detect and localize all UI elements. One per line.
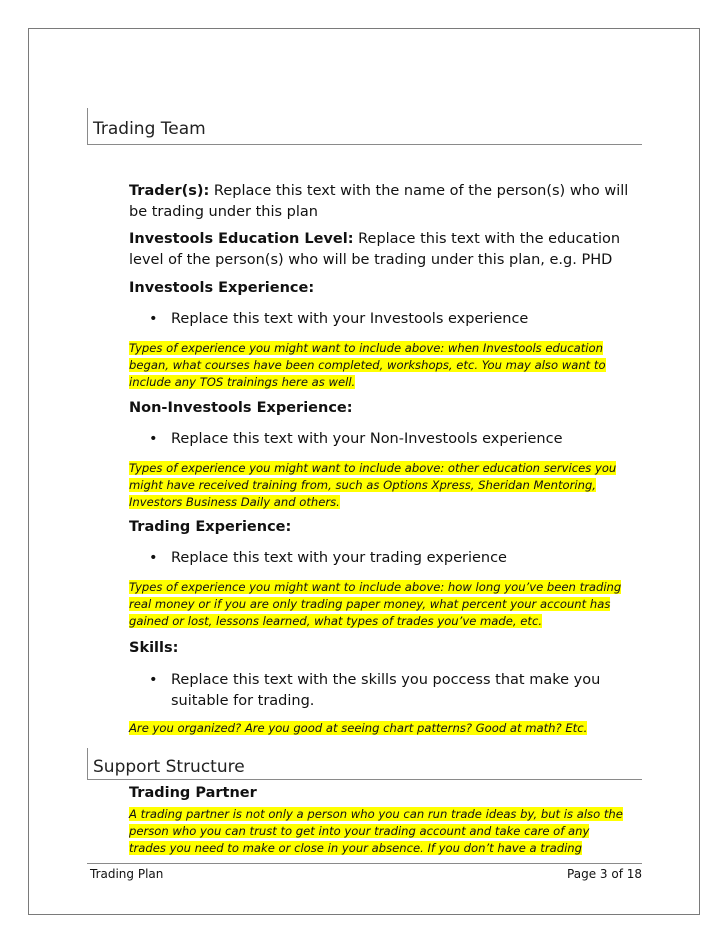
note-line: A trading partner is not only a person who you can run trade ideas by, but is also the bbox=[129, 807, 623, 821]
footer-divider bbox=[87, 863, 642, 864]
trader-block bbox=[129, 181, 643, 223]
note-line: gained or lost, lessons learned, what types of trades you’ve made, etc. bbox=[129, 614, 543, 628]
bullet-icon: • bbox=[149, 672, 158, 688]
non-investools-experience-bullet bbox=[129, 429, 643, 450]
investools-experience-note bbox=[129, 340, 643, 391]
note-line: might have received training from, such as Options Xpress, Sheridan Mentoring, bbox=[129, 478, 596, 492]
investools-experience-block bbox=[129, 278, 643, 299]
non-investools-experience-label: Non-Investools Experience: bbox=[129, 400, 353, 416]
note-line: began, what courses have been completed, workshops, etc. You may also want to bbox=[129, 358, 606, 372]
footer-page-number: Page 3 of 18 bbox=[567, 867, 642, 881]
skills-block bbox=[129, 638, 643, 659]
trading-partner-block bbox=[129, 783, 643, 804]
note-line: include any TOS trainings here as well. bbox=[129, 375, 356, 389]
trading-experience-bullet bbox=[129, 548, 643, 569]
education-text-2: level of the person(s) who will be trading under this plan, e.g. PHD bbox=[129, 252, 613, 268]
education-block bbox=[129, 229, 643, 271]
education-text: Replace this text with the education bbox=[358, 231, 621, 247]
note-line: Investors Business Daily and others. bbox=[129, 495, 340, 509]
skills-text-2: suitable for trading. bbox=[171, 693, 315, 709]
note-line: real money or if you are only trading paper money, what percent your account has bbox=[129, 597, 611, 611]
non-investools-experience-note bbox=[129, 460, 643, 511]
trader-text: Replace this text with the name of the person(s) who will bbox=[213, 183, 629, 199]
skills-label: Skills: bbox=[129, 640, 179, 656]
bullet-icon: • bbox=[149, 311, 158, 327]
skills-note bbox=[129, 720, 643, 737]
trading-partner-note bbox=[129, 806, 643, 857]
trading-experience-text: Replace this text with your trading experience bbox=[171, 550, 507, 566]
education-paragraph bbox=[129, 229, 643, 271]
bullet-icon: • bbox=[149, 431, 158, 447]
trading-experience-label: Trading Experience: bbox=[129, 519, 292, 535]
note-line: person who you can trust to get into your trading account and take care of any bbox=[129, 824, 590, 838]
bullet-icon: • bbox=[149, 550, 158, 566]
note-line: Are you organized? Are you good at seeing chart patterns? Good at math? Etc. bbox=[129, 721, 588, 735]
note-line: Types of experience you might want to include above: other education services you bbox=[129, 461, 617, 475]
non-investools-experience-block bbox=[129, 398, 643, 419]
trading-experience-note bbox=[129, 579, 643, 630]
skills-bullet bbox=[129, 670, 643, 712]
education-label: Investools Education Level: bbox=[129, 231, 354, 247]
section-heading-trading-team: Trading Team bbox=[87, 108, 642, 145]
footer-document-title: Trading Plan bbox=[90, 867, 164, 881]
investools-experience-label: Investools Experience: bbox=[129, 280, 315, 296]
investools-experience-text: Replace this text with your Investools experience bbox=[171, 311, 529, 327]
note-line: trades you need to make or close in your absence. If you don’t have a trading bbox=[129, 841, 583, 855]
section-heading-support-structure: Support Structure bbox=[87, 748, 642, 780]
trader-label: Trader(s): bbox=[129, 183, 210, 199]
non-investools-experience-text: Replace this text with your Non-Investools experience bbox=[171, 431, 563, 447]
note-line: Types of experience you might want to include above: when Investools education bbox=[129, 341, 603, 355]
trading-experience-block bbox=[129, 517, 643, 538]
note-line: Types of experience you might want to include above: how long you’ve been trading bbox=[129, 580, 622, 594]
investools-experience-bullet bbox=[129, 309, 643, 330]
trading-partner-label: Trading Partner bbox=[129, 785, 257, 801]
trader-text-2: be trading under this plan bbox=[129, 204, 318, 220]
skills-text: Replace this text with the skills you poccess that make you bbox=[171, 672, 601, 688]
trader-paragraph bbox=[129, 181, 643, 223]
